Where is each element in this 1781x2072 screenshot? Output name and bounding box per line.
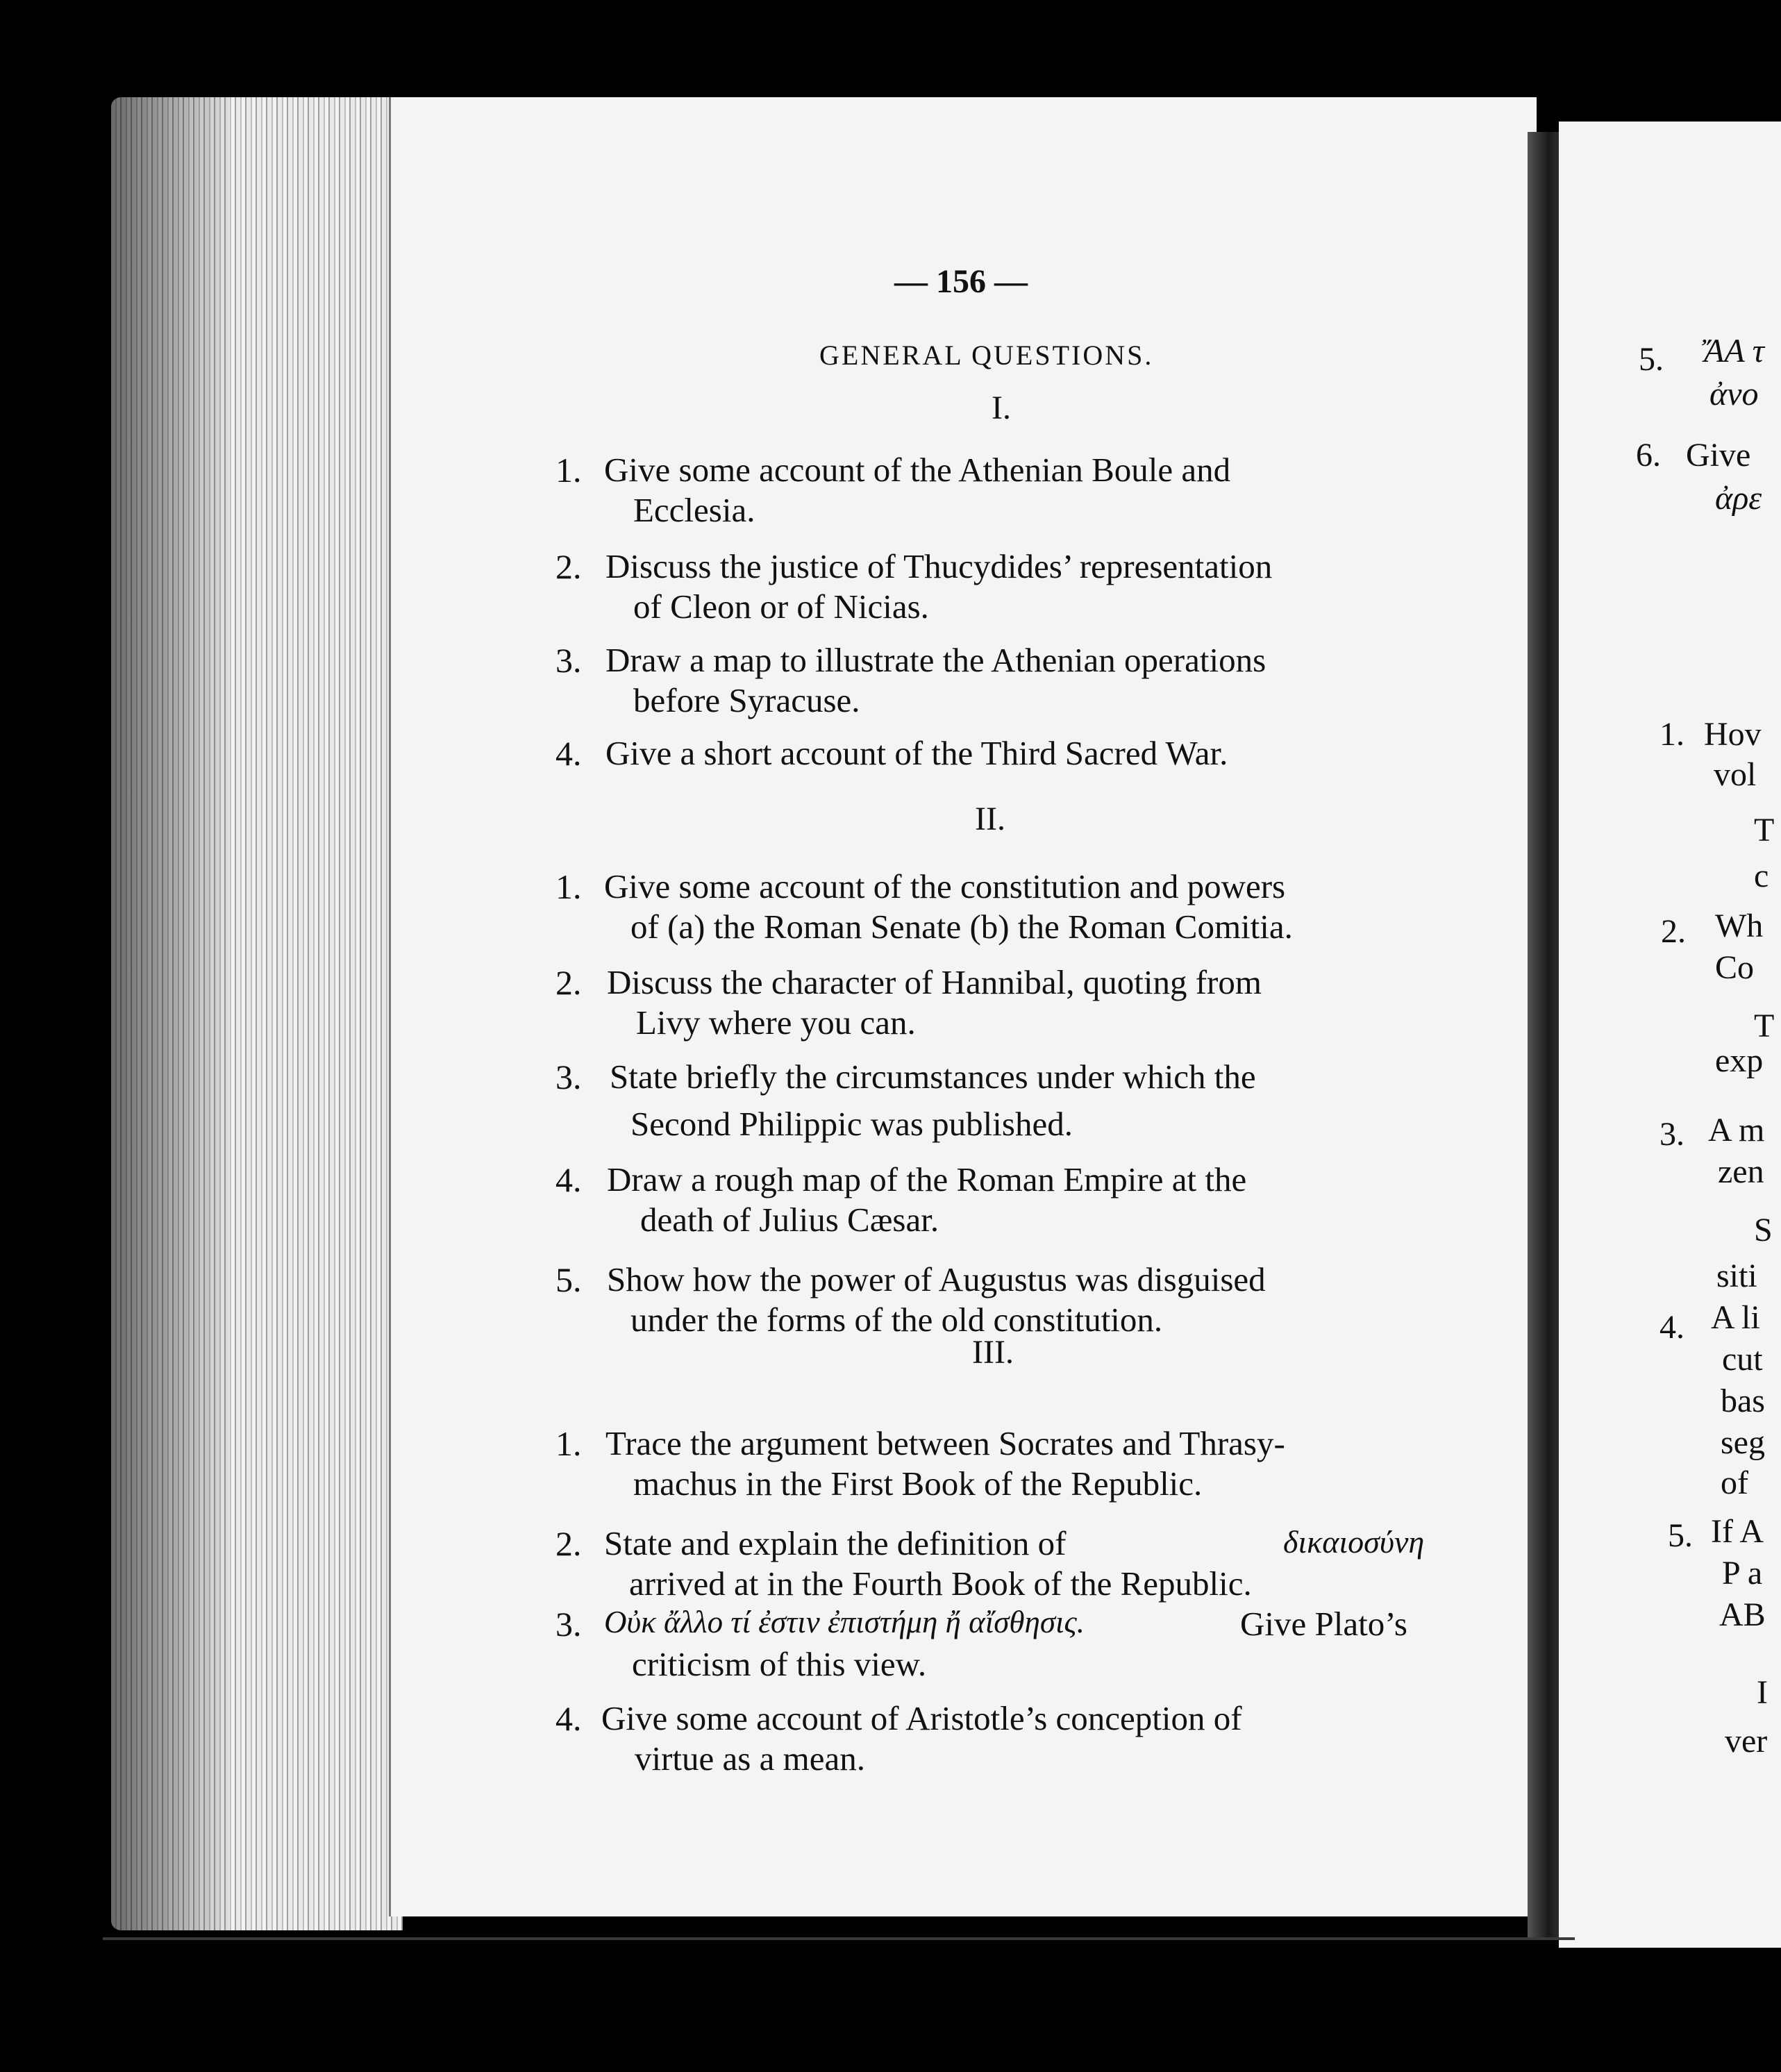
right-fragment: 4.: [1659, 1309, 1684, 1346]
question-line: Draw a rough map of the Roman Empire at the: [607, 1160, 1247, 1198]
right-fragment: T: [1754, 812, 1775, 849]
question-line: Give a short account of the Third Sacred War.: [605, 734, 1228, 772]
question-number: 5.: [555, 1260, 582, 1299]
question-number: 1.: [555, 867, 582, 906]
book-spine: [1528, 132, 1562, 1937]
right-fragment: ἌΑ τ: [1704, 333, 1764, 369]
right-fragment: 5.: [1668, 1517, 1693, 1554]
right-fragment: siti: [1716, 1258, 1757, 1294]
question-line-tail: Give Plato’s: [1240, 1605, 1407, 1643]
question-number: 2.: [555, 963, 582, 1002]
right-fragment: ἀνο: [1709, 376, 1759, 412]
right-fragment: of: [1721, 1464, 1748, 1501]
question-number: 4.: [555, 1160, 582, 1199]
question-line: Draw a map to illustrate the Athenian operations: [605, 641, 1266, 679]
question-line: State and explain the definition of: [604, 1524, 1067, 1562]
question-line: Show how the power of Augustus was disguised: [607, 1260, 1266, 1298]
right-fragment: ver: [1725, 1723, 1768, 1760]
right-fragment: seg: [1721, 1424, 1765, 1461]
question-line: Give some account of Aristotle’s conception of: [601, 1699, 1242, 1737]
question-line: of (a) the Roman Senate (b) the Roman Comitia.: [630, 908, 1293, 946]
scan-border: [103, 1937, 1575, 1940]
right-fragment: AB: [1719, 1596, 1766, 1633]
greek-term: δικαιοσύνη: [1283, 1524, 1425, 1560]
right-fragment: Give: [1686, 437, 1751, 474]
right-fragment: S: [1754, 1212, 1773, 1248]
right-fragment: Wh: [1715, 908, 1764, 944]
section-numeral: II.: [975, 801, 1005, 837]
question-line: death of Julius Cæsar.: [640, 1201, 939, 1239]
right-fragment: 3.: [1659, 1116, 1684, 1153]
question-line: Give some account of the constitution and powers: [604, 867, 1286, 905]
question-line: of Cleon or of Nicias.: [633, 587, 929, 626]
right-fragment: ἀρε: [1715, 480, 1762, 517]
question-line: machus in the First Book of the Republic.: [633, 1464, 1203, 1503]
question-number: 3.: [555, 641, 582, 680]
right-fragment: exp: [1715, 1042, 1764, 1079]
question-line: under the forms of the old constitution.: [630, 1301, 1163, 1339]
question-line: Give some account of the Athenian Boule and: [604, 451, 1231, 489]
section-numeral: III.: [972, 1334, 1014, 1371]
question-number: 2.: [555, 547, 582, 586]
question-number: 1.: [555, 1424, 582, 1463]
question-number: 4.: [555, 1699, 582, 1738]
right-fragment: 5.: [1639, 341, 1664, 378]
question-line: State briefly the circumstances under which the: [610, 1058, 1256, 1096]
question-number: 3.: [555, 1605, 582, 1644]
right-fragment: bas: [1721, 1382, 1765, 1419]
right-fragment: cut: [1722, 1341, 1763, 1378]
right-fragment: vol: [1714, 756, 1757, 793]
page-number: — 156 —: [894, 263, 1028, 300]
question-line: Ecclesia.: [633, 491, 755, 529]
question-line: Discuss the character of Hannibal, quoting from: [607, 963, 1262, 1001]
right-fragment: zen: [1718, 1153, 1764, 1190]
question-number: 2.: [555, 1524, 582, 1563]
right-fragment: P a: [1722, 1555, 1763, 1591]
question-line: Second Philippic was published.: [630, 1105, 1073, 1143]
question-line: arrived at in the Fourth Book of the Republic.: [629, 1564, 1252, 1603]
question-line: Trace the argument between Socrates and Thrasy-: [605, 1424, 1285, 1462]
question-line: Livy where you can.: [636, 1003, 916, 1042]
right-fragment: T: [1754, 1008, 1775, 1044]
page-title: GENERAL QUESTIONS.: [819, 340, 1154, 371]
question-number: 1.: [555, 451, 582, 490]
section-numeral: I.: [992, 390, 1011, 426]
right-fragment: Co: [1715, 949, 1755, 986]
right-fragment: A m: [1708, 1112, 1765, 1148]
question-line: Discuss the justice of Thucydides’ representation: [605, 547, 1273, 585]
right-fragment: I: [1757, 1674, 1768, 1711]
right-fragment: Hov: [1704, 716, 1762, 753]
greek-quotation: Οὐκ ἄλλο τί ἐστιν ἐπιστήμη ἤ αἴσθησις.: [604, 1605, 1085, 1639]
right-fragment: 2.: [1661, 913, 1686, 950]
question-line: virtue as a mean.: [635, 1739, 865, 1778]
right-fragment: c: [1754, 858, 1769, 894]
question-line: criticism of this view.: [632, 1645, 927, 1683]
question-number: 4.: [555, 734, 582, 773]
right-fragment: 6.: [1636, 437, 1661, 474]
right-fragment: 1.: [1659, 716, 1684, 753]
right-fragment: A li: [1711, 1299, 1760, 1336]
question-number: 3.: [555, 1058, 582, 1096]
question-line: before Syracuse.: [633, 681, 860, 719]
page-edges-shadow: [111, 97, 229, 1930]
right-fragment: If A: [1711, 1513, 1764, 1550]
